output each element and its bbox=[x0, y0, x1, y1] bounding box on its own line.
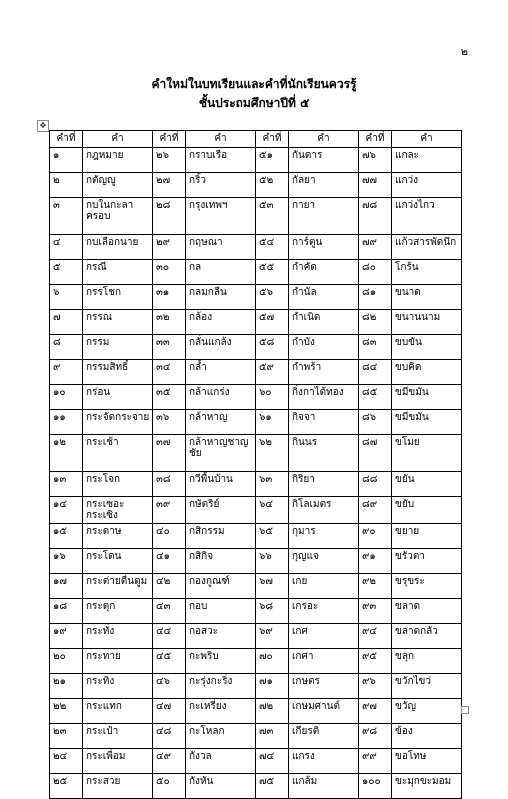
word-cell: เกษตร bbox=[289, 674, 359, 699]
word-cell: กรุงเทพฯ bbox=[186, 198, 256, 235]
word-cell: กล้ำ bbox=[186, 360, 256, 385]
word-number: ๙๑ bbox=[359, 549, 392, 574]
word-number: ๘๔ bbox=[359, 360, 392, 385]
word-cell: กระแทก bbox=[83, 699, 153, 724]
word-cell: กระตุก bbox=[83, 599, 153, 624]
word-number: ๑๕ bbox=[50, 524, 83, 549]
vocabulary-table bbox=[49, 130, 462, 799]
word-number: ๙ bbox=[50, 360, 83, 385]
word-cell: ขลุก bbox=[392, 649, 462, 674]
word-cell: ขนาด bbox=[392, 285, 462, 310]
word-number: ๖๘ bbox=[256, 599, 289, 624]
word-cell: กวีพื้นบ้าน bbox=[186, 472, 256, 497]
word-number: ๑๐ bbox=[50, 385, 83, 410]
word-cell: ข้อง bbox=[392, 724, 462, 749]
word-cell: เกียรติ bbox=[289, 724, 359, 749]
word-cell: ขลาด bbox=[392, 599, 462, 624]
word-cell: กระทิง bbox=[83, 674, 153, 699]
table-row bbox=[50, 674, 462, 699]
word-number: ๔๖ bbox=[153, 674, 186, 699]
table-row bbox=[50, 624, 462, 649]
table-row bbox=[50, 310, 462, 335]
word-number: ๘๕ bbox=[359, 385, 392, 410]
word-cell: กตัญญู bbox=[83, 173, 153, 198]
word-cell: กบเลือกนาย bbox=[83, 235, 153, 260]
table-row bbox=[50, 435, 462, 472]
word-cell: กล bbox=[186, 260, 256, 285]
word-cell: กร่อน bbox=[83, 385, 153, 410]
word-number: ๖๙ bbox=[256, 624, 289, 649]
word-cell: กรรม bbox=[83, 335, 153, 360]
word-cell: กระทาย bbox=[83, 649, 153, 674]
word-number: ๓๔ bbox=[153, 360, 186, 385]
word-number: ๘๑ bbox=[359, 285, 392, 310]
word-number: ๒ bbox=[50, 173, 83, 198]
word-cell: กะพริบ bbox=[186, 649, 256, 674]
word-number: ๑๒ bbox=[50, 435, 83, 472]
header-word: คำ bbox=[83, 131, 153, 148]
word-cell: กรณี bbox=[83, 260, 153, 285]
word-cell: กำคัด bbox=[289, 260, 359, 285]
word-cell: กุมาร bbox=[289, 524, 359, 549]
word-cell: กระเพื่อม bbox=[83, 749, 153, 774]
word-cell: ขบขัน bbox=[392, 335, 462, 360]
word-number: ๔๗ bbox=[153, 699, 186, 724]
word-cell: การ์ตูน bbox=[289, 235, 359, 260]
table-row bbox=[50, 360, 462, 385]
word-number: ๗ bbox=[50, 310, 83, 335]
word-number: ๙๘ bbox=[359, 724, 392, 749]
word-cell: กอสวะ bbox=[186, 624, 256, 649]
word-cell: กระต่ายตื่นตูม bbox=[83, 574, 153, 599]
word-cell: กรรณ bbox=[83, 310, 153, 335]
word-cell: กราบเรือ bbox=[186, 148, 256, 173]
word-number: ๕๐ bbox=[153, 774, 186, 799]
move-cross-icon[interactable]: ✥ bbox=[37, 120, 49, 132]
word-cell: กระโดน bbox=[83, 549, 153, 574]
word-cell: โกร้น bbox=[392, 260, 462, 285]
word-number: ๒๓ bbox=[50, 724, 83, 749]
word-cell: กองกูณฑ์ bbox=[186, 574, 256, 599]
word-cell: ขวัญ bbox=[392, 699, 462, 724]
word-cell: ขบคิด bbox=[392, 360, 462, 385]
word-number: ๔๔ bbox=[153, 624, 186, 649]
word-cell: กล้าหาญชาญชัย bbox=[186, 435, 256, 472]
word-number: ๓ bbox=[50, 198, 83, 235]
word-number: ๒๖ bbox=[153, 148, 186, 173]
word-number: ๕๘ bbox=[256, 335, 289, 360]
table-row bbox=[50, 524, 462, 549]
header-number: คำที่ bbox=[256, 131, 289, 148]
word-cell: กล้อง bbox=[186, 310, 256, 335]
table-row bbox=[50, 173, 462, 198]
word-number: ๔ bbox=[50, 235, 83, 260]
word-number: ๓๒ bbox=[153, 310, 186, 335]
word-cell: ขยับ bbox=[392, 497, 462, 524]
word-number: ๗๖ bbox=[359, 148, 392, 173]
word-number: ๘๖ bbox=[359, 410, 392, 435]
word-number: ๒๐ bbox=[50, 649, 83, 674]
word-cell: กระโจก bbox=[83, 472, 153, 497]
table-row bbox=[50, 385, 462, 410]
word-cell: ขวักไขว่ bbox=[392, 674, 462, 699]
word-number: ๖๐ bbox=[256, 385, 289, 410]
word-cell: กษัตริย์ bbox=[186, 497, 256, 524]
word-number: ๗๔ bbox=[256, 749, 289, 774]
word-number: ๓๓ bbox=[153, 335, 186, 360]
word-number: ๖ bbox=[50, 285, 83, 310]
word-number: ๓๕ bbox=[153, 385, 186, 410]
word-number: ๑๓ bbox=[50, 472, 83, 497]
word-number: ๒๙ bbox=[153, 235, 186, 260]
table-row bbox=[50, 574, 462, 599]
word-number: ๘๓ bbox=[359, 335, 392, 360]
word-cell: แกว่ง bbox=[392, 173, 462, 198]
table-row bbox=[50, 148, 462, 173]
table-row bbox=[50, 749, 462, 774]
word-number: ๘๒ bbox=[359, 310, 392, 335]
word-number: ๔๑ bbox=[153, 549, 186, 574]
word-number: ๑๐๐ bbox=[359, 774, 392, 799]
word-number: ๗๘ bbox=[359, 198, 392, 235]
word-cell: กบในกะลาครอบ bbox=[83, 198, 153, 235]
word-number: ๒๑ bbox=[50, 674, 83, 699]
word-cell: เกรอะ bbox=[289, 599, 359, 624]
word-number: ๕ bbox=[50, 260, 83, 285]
word-number: ๓๙ bbox=[153, 497, 186, 524]
word-cell: กังวล bbox=[186, 749, 256, 774]
word-number: ๙๔ bbox=[359, 624, 392, 649]
word-number: ๓๗ bbox=[153, 435, 186, 472]
word-cell: กระจัดกระจาย bbox=[83, 410, 153, 435]
header-number: คำที่ bbox=[153, 131, 186, 148]
word-cell: ขอโทษ bbox=[392, 749, 462, 774]
word-number: ๕๔ bbox=[256, 235, 289, 260]
word-number: ๓๐ bbox=[153, 260, 186, 285]
table-row bbox=[50, 599, 462, 624]
word-cell: กสิกิจ bbox=[186, 549, 256, 574]
table-row bbox=[50, 410, 462, 435]
word-cell: กำพร้า bbox=[289, 360, 359, 385]
word-number: ๖๕ bbox=[256, 524, 289, 549]
word-cell: กล้าหาญ bbox=[186, 410, 256, 435]
word-number: ๙๒ bbox=[359, 574, 392, 599]
word-cell: กระสวย bbox=[83, 774, 153, 799]
word-cell: แกล้ม bbox=[289, 774, 359, 799]
word-number: ๑๙ bbox=[50, 624, 83, 649]
table-header-row bbox=[50, 131, 462, 148]
word-cell: กอบ bbox=[186, 599, 256, 624]
word-cell: ขลาดกลัว bbox=[392, 624, 462, 649]
word-cell: กล้าแกร่ง bbox=[186, 385, 256, 410]
table-row bbox=[50, 260, 462, 285]
word-cell: กรรโชก bbox=[83, 285, 153, 310]
word-cell: กฤษณา bbox=[186, 235, 256, 260]
word-number: ๗๗ bbox=[359, 173, 392, 198]
word-number: ๕๗ bbox=[256, 310, 289, 335]
header-number: คำที่ bbox=[50, 131, 83, 148]
header-word: คำ bbox=[289, 131, 359, 148]
table-row bbox=[50, 235, 462, 260]
word-number: ๖๑ bbox=[256, 410, 289, 435]
word-cell: ขรุขระ bbox=[392, 574, 462, 599]
word-cell: กังหัน bbox=[186, 774, 256, 799]
word-number: ๓๘ bbox=[153, 472, 186, 497]
word-number: ๑๗ bbox=[50, 574, 83, 599]
word-number: ๘๙ bbox=[359, 497, 392, 524]
word-cell: ขยัน bbox=[392, 472, 462, 497]
word-number: ๙๕ bbox=[359, 649, 392, 674]
table-row bbox=[50, 472, 462, 497]
word-cell: กะรุ่งกะริ่ง bbox=[186, 674, 256, 699]
word-cell: แก้วสารพัดนึก bbox=[392, 235, 462, 260]
word-cell: แกรง bbox=[289, 749, 359, 774]
word-number: ๒๗ bbox=[153, 173, 186, 198]
table-row bbox=[50, 198, 462, 235]
word-cell: กะโหลก bbox=[186, 724, 256, 749]
word-number: ๗๒ bbox=[256, 699, 289, 724]
word-cell: ขมีขมัน bbox=[392, 410, 462, 435]
word-number: ๗๙ bbox=[359, 235, 392, 260]
word-number: ๙๖ bbox=[359, 674, 392, 699]
word-cell: ขะมุกขะมอม bbox=[392, 774, 462, 799]
word-number: ๙๐ bbox=[359, 524, 392, 549]
word-number: ๔๙ bbox=[153, 749, 186, 774]
word-cell: กระเซอะกระเซิง bbox=[83, 497, 153, 524]
word-number: ๔๐ bbox=[153, 524, 186, 549]
word-cell: กระเป๋า bbox=[83, 724, 153, 749]
word-cell: กสิกรรม bbox=[186, 524, 256, 549]
word-number: ๔๓ bbox=[153, 599, 186, 624]
word-cell: กระทั่ง bbox=[83, 624, 153, 649]
word-cell: ขรัวตา bbox=[392, 549, 462, 574]
table-row bbox=[50, 335, 462, 360]
word-cell: ขยาย bbox=[392, 524, 462, 549]
word-cell: กระดาษ bbox=[83, 524, 153, 549]
word-cell: เกศ bbox=[289, 624, 359, 649]
header-number: คำที่ bbox=[359, 131, 392, 148]
word-number: ๑ bbox=[50, 148, 83, 173]
word-number: ๖๒ bbox=[256, 435, 289, 472]
word-cell: เกษมศานต์ bbox=[289, 699, 359, 724]
word-number: ๖๔ bbox=[256, 497, 289, 524]
word-cell: กิจจา bbox=[289, 410, 359, 435]
word-number: ๖๗ bbox=[256, 574, 289, 599]
word-cell: กุญแจ bbox=[289, 549, 359, 574]
word-number: ๘๐ bbox=[359, 260, 392, 285]
word-cell: กลมกลืน bbox=[186, 285, 256, 310]
word-number: ๕๒ bbox=[256, 173, 289, 198]
word-number: ๒๒ bbox=[50, 699, 83, 724]
word-number: ๑๔ bbox=[50, 497, 83, 524]
page-title bbox=[0, 75, 508, 113]
word-cell: กฎหมาย bbox=[83, 148, 153, 173]
word-number: ๙๙ bbox=[359, 749, 392, 774]
word-cell: กำนัล bbox=[289, 285, 359, 310]
table-row bbox=[50, 649, 462, 674]
word-cell: กัลยา bbox=[289, 173, 359, 198]
word-cell: กิโลเมตร bbox=[289, 497, 359, 524]
word-cell: เกย bbox=[289, 574, 359, 599]
table-row bbox=[50, 285, 462, 310]
word-cell: กำบัง bbox=[289, 335, 359, 360]
word-cell: ขมีขมัน bbox=[392, 385, 462, 410]
word-number: ๑๑ bbox=[50, 410, 83, 435]
word-cell: กินนร bbox=[289, 435, 359, 472]
page-number: ๒ bbox=[460, 45, 468, 58]
word-number: ๘ bbox=[50, 335, 83, 360]
word-number: ๙๗ bbox=[359, 699, 392, 724]
word-number: ๖๖ bbox=[256, 549, 289, 574]
word-cell: กลั่นแกล้ง bbox=[186, 335, 256, 360]
word-cell: กริ้ว bbox=[186, 173, 256, 198]
header-word: คำ bbox=[186, 131, 256, 148]
header-word: คำ bbox=[392, 131, 462, 148]
word-cell: แกว่งไกว bbox=[392, 198, 462, 235]
word-cell: กิ่งกาได้ทอง bbox=[289, 385, 359, 410]
word-number: ๗๕ bbox=[256, 774, 289, 799]
word-cell: แกละ bbox=[392, 148, 462, 173]
word-number: ๑๘ bbox=[50, 599, 83, 624]
word-number: ๗๐ bbox=[256, 649, 289, 674]
word-number: ๘๗ bbox=[359, 435, 392, 472]
table-row bbox=[50, 497, 462, 524]
word-number: ๗๑ bbox=[256, 674, 289, 699]
word-cell: กะเหรี่ยง bbox=[186, 699, 256, 724]
resize-square-icon[interactable] bbox=[461, 706, 469, 714]
word-number: ๕๑ bbox=[256, 148, 289, 173]
word-number: ๓๑ bbox=[153, 285, 186, 310]
table-row bbox=[50, 549, 462, 574]
word-cell: เกศา bbox=[289, 649, 359, 674]
word-cell: ขนานนาม bbox=[392, 310, 462, 335]
title-line-2: ชั้นประถมศึกษาปีที่ ๕ bbox=[198, 96, 310, 110]
word-number: ๕๖ bbox=[256, 285, 289, 310]
word-number: ๒๕ bbox=[50, 774, 83, 799]
word-number: ๖๓ bbox=[256, 472, 289, 497]
table-row bbox=[50, 724, 462, 749]
word-number: ๔๘ bbox=[153, 724, 186, 749]
word-number: ๙๓ bbox=[359, 599, 392, 624]
table-row bbox=[50, 774, 462, 799]
word-number: ๔๒ bbox=[153, 574, 186, 599]
word-number: ๒๘ bbox=[153, 198, 186, 235]
title-line-1: คำใหม่ในบทเรียนและคำที่นักเรียนควรรู้ bbox=[151, 77, 357, 91]
word-number: ๗๓ bbox=[256, 724, 289, 749]
word-number: ๕๕ bbox=[256, 260, 289, 285]
word-number: ๑๖ bbox=[50, 549, 83, 574]
word-number: ๕๓ bbox=[256, 198, 289, 235]
word-cell: ขโมย bbox=[392, 435, 462, 472]
table-row bbox=[50, 699, 462, 724]
word-cell: กระเช้า bbox=[83, 435, 153, 472]
word-number: ๘๘ bbox=[359, 472, 392, 497]
word-number: ๒๔ bbox=[50, 749, 83, 774]
word-cell: กันดาร bbox=[289, 148, 359, 173]
word-cell: กรรมสิทธิ์ bbox=[83, 360, 153, 385]
word-cell: กำเนิด bbox=[289, 310, 359, 335]
word-number: ๓๖ bbox=[153, 410, 186, 435]
word-cell: กายา bbox=[289, 198, 359, 235]
word-number: ๔๕ bbox=[153, 649, 186, 674]
word-number: ๕๙ bbox=[256, 360, 289, 385]
word-cell: กิริยา bbox=[289, 472, 359, 497]
